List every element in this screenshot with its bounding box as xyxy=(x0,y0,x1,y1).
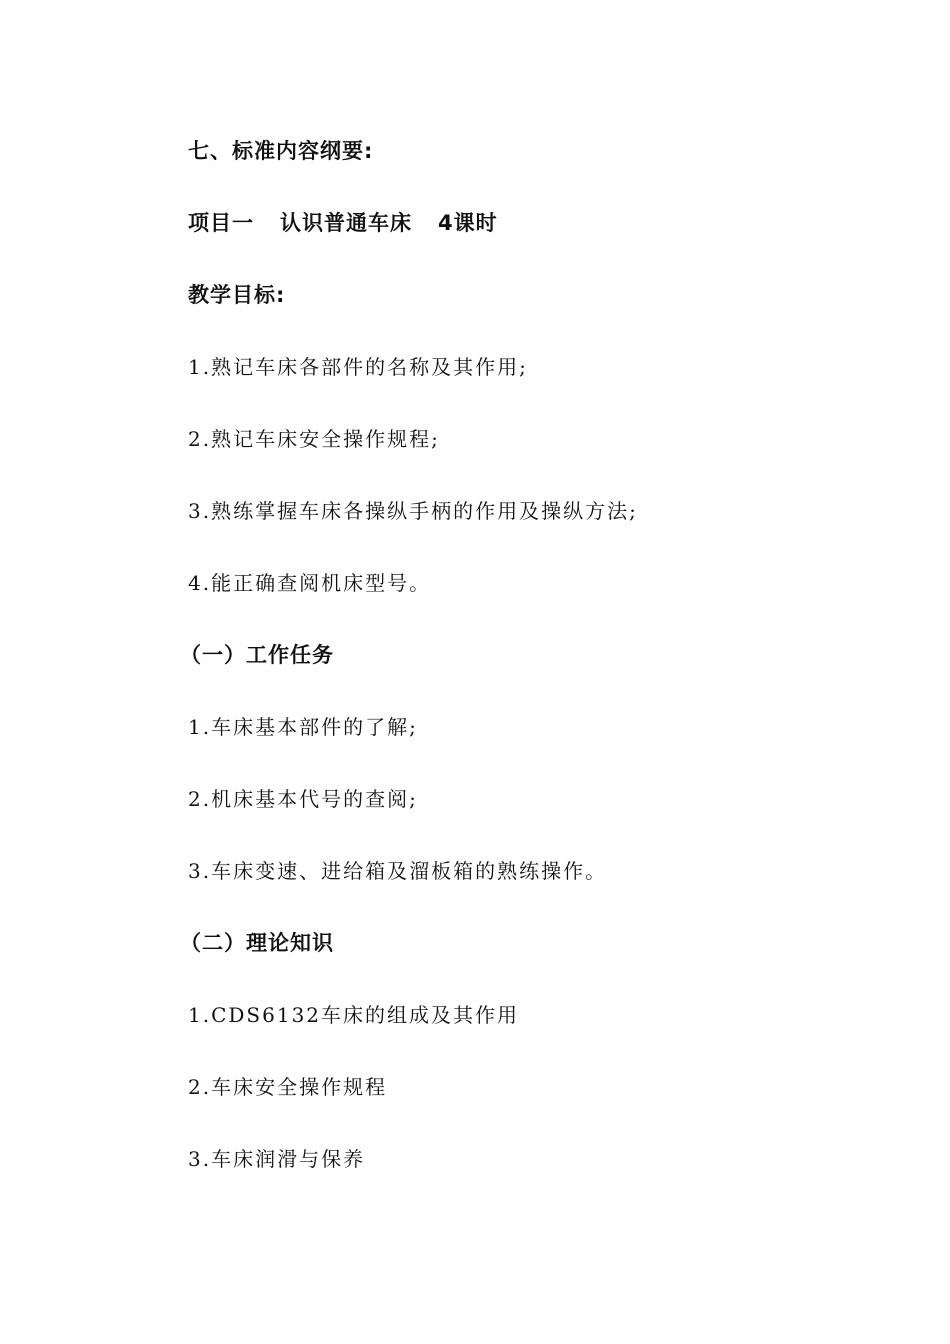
task-item: 2.机床基本代号的查阅; xyxy=(188,787,418,811)
objectives-heading: 教学目标: xyxy=(188,283,286,307)
theory-item: 1.CDS6132车床的组成及其作用 xyxy=(188,1003,520,1027)
task-item: 1.车床基本部件的了解; xyxy=(188,715,418,739)
tasks-heading: （一）工作任务 xyxy=(180,643,334,667)
objective-item: 1.熟记车床各部件的名称及其作用; xyxy=(188,355,528,379)
theory-item: 2.车床安全操作规程 xyxy=(188,1075,388,1099)
objective-item: 4.能正确查阅机床型号。 xyxy=(188,571,432,595)
project-heading xyxy=(188,213,498,234)
objective-item: 2.熟记车床安全操作规程; xyxy=(188,427,440,451)
project-hours: 4课时 xyxy=(438,211,498,235)
task-item: 3.车床变速、进给箱及溜板箱的熟练操作。 xyxy=(188,859,608,883)
theory-heading: （二）理论知识 xyxy=(180,931,334,955)
section-title: 七、标准内容纲要: xyxy=(188,139,374,163)
project-topic: 认识普通车床 xyxy=(280,211,412,235)
project-name: 项目一 xyxy=(188,211,254,235)
theory-item: 3.车床润滑与保养 xyxy=(188,1147,366,1171)
objective-item: 3.熟练掌握车床各操纵手柄的作用及操纵方法; xyxy=(188,499,638,523)
